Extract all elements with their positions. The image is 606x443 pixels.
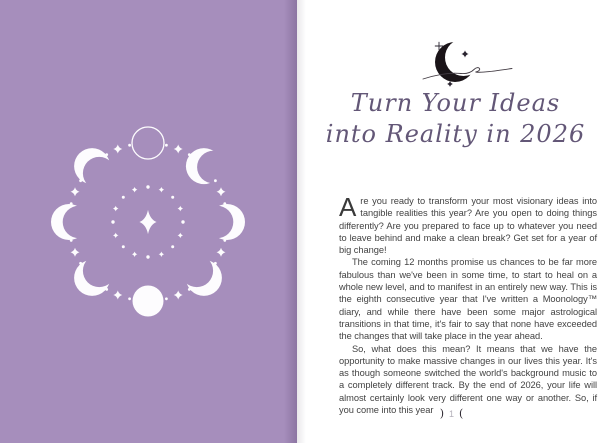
drop-cap: A	[339, 192, 357, 222]
ink-crescent-moon-icon	[435, 39, 482, 82]
paragraph-text: re you ready to transform your most visionary ideas into tangible realities this year? Are you open to doing things differently? Are you prepared to face up to whatever you need to leave behind and make a clean break? Get set for a year of big change!	[339, 196, 597, 256]
center-sparkle-icon	[139, 210, 156, 234]
paragraph	[339, 192, 597, 256]
page-footer	[297, 407, 606, 420]
chapter-body	[339, 192, 597, 416]
crescent-left-mark-icon: )	[439, 407, 444, 420]
full-moon-icon	[133, 286, 164, 317]
page-number: 1	[448, 409, 454, 419]
moon-phases-circle-art	[0, 0, 297, 443]
crescent-moon-icon	[201, 204, 245, 240]
chapter-title-line1: Turn Your Ideas	[350, 89, 561, 117]
left-page	[0, 0, 297, 443]
crescent-moon-icon	[74, 148, 115, 189]
right-page	[297, 0, 606, 443]
sparkle-star-icon	[447, 81, 453, 87]
crescent-moon-icon	[181, 254, 222, 295]
paragraph: So, what does this mean? It means that we have the opportunity to make massive changes in our lives this year. It's as though someone switched the world's background music to a completely different track. By the end of 2026, your life will almost certainly look very different one way or another. So, if you come into this year	[339, 343, 597, 416]
crescent-moon-illustration	[407, 38, 527, 90]
crescent-moon-icon	[51, 204, 95, 240]
crescent-right-mark-icon: (	[459, 407, 464, 420]
crescent-moon-icon	[74, 254, 115, 295]
chapter-title-line2: into Reality in 2026	[325, 120, 586, 148]
crescent-moon-icon	[186, 148, 230, 184]
chapter-title	[301, 88, 606, 150]
paragraph: The coming 12 months promise us chances to be far more fabulous than we've been in some time, to start to heal on a whole new level, and to manifest in an entirely new way. This is the eighth consecutive year that I've written a Moonology™ diary, and while there have been some major astrological transitions in that time, it's fair to say that none have exceeded the changes that will take place in the year ahead.	[339, 257, 597, 342]
new-moon-outline-icon	[132, 127, 164, 159]
